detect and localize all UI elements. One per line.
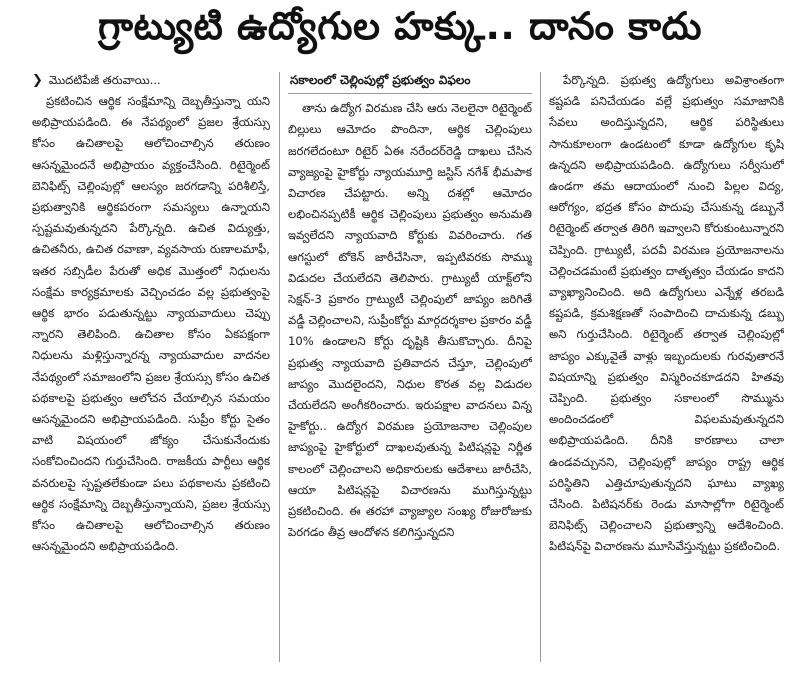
section-subheading: సకాలంలో చెల్లింపుల్లో ప్రభుత్వం విఫలం (288, 70, 532, 94)
article-column-1 (32, 70, 270, 670)
column-1-body: ప్రకటించిన ఆర్థిక సంక్షేమాన్ని దెబ్బతీస్తున్నా యని అభిప్రాయపడింది. ఈ నేపథ్యంలో ప్రజల శ్రేయస్సు కోసం ఉచితాలపై ఆలోచించాల్సిన తరుణం ఆసన్నమైందనే అభిప్రాయం వ్యక్తంచేసింది. రిటైర్మెంట్ బెనిఫిట్స్ చెల్లింపుల్లో ఆలస్యం జరగడాన్ని పరిశీలిస్తే, ప్రభుత్వానికి ఆర్థికపరంగా సమస్యలు ఉన్నాయని స్పష్టమవుతున్నదని పేర్కొన్నది. ఉచిత విద్యుత్తు, ఉచితనీరు, ఉచిత రవాణా, వ్యవసాయ రుణాలమాఫీ, ఇతర సబ్సిడీల పేరుతో అధిక మొత్తంలో నిధులను సంక్షేమ కార్యక్రమాలకు వెచ్చించడం వల్ల ప్రభుత్వంపై ఆర్థిక భారం పడుతున్నట్టు న్యాయవాదులు చెప్పు న్నారని తెలిపింది. ఉచితాల కోసం ఏకపక్షంగా నిధులను మళ్లిస్తున్నారన్న న్యాయవాదుల వాదనల నేపథ్యంలో సమాజంలోని ప్రజల శ్రేయస్సు కోసం ఉచిత పథకాలపై ప్రభుత్వం ఆలోచన చేయాల్సిన సమయం ఆసన్నమైందని అభిప్రాయపడింది. సుప్రీం కోర్టు సైతం వాటి విషయంలో జోక్యం చేసుకునేందుకు సంకోచించిందని గుర్తుచేసింది. రాజకీయ పార్టీలు ఆర్థిక వనరులపై స్పష్టతలేకుండా పలు పథకాలను ప్రకటించి ఆర్థిక సంక్షేమాన్ని దెబ్బతీస్తున్నాయని, ప్రజల శ్రేయస్సు కోసం ఉచితాలపై ఆలోచించాల్సిన తరుణం ఆసన్నమైందని అభిప్రాయపడింది. (32, 94, 270, 554)
article-column-3 (549, 70, 784, 670)
continuation-kicker (32, 70, 270, 91)
column-3-body: పేర్కొన్నది. ప్రభుత్వ ఉద్యోగులు అవిశ్రాంతంగా కష్టపడి పనిచేయడం వల్లే ప్రభుత్వం సమాజానికి సేవలు అందిస్తున్నదని, ఆర్థిక పరిస్థితులు సానుకూలంగా ఉండటంలో కూడా ఉద్యోగుల కృషి ఉన్నదని అభిప్రాయపడింది. ఉద్యోగులు సర్వీసులో ఉండగా తమ ఆదాయంలో నుంచి పిల్లల విద్య, ఆరోగ్యం, భద్రత కోసం పొదుపు చేసుకున్న డబ్బునే రిటైర్మెంట్ తర్వాత తిరిగి ఇవ్వాలని కోరుకుంటున్నారని చెప్పింది. గ్రాట్యుటీ, పదవీ విరమణ ప్రయోజనాలను చెల్లించడమంటే ప్రభుత్వం దాతృత్వం చేయడం కాదని వ్యాఖ్యానించింది. అది ఉద్యోగులు ఎన్నేళ్ల తరబడి కష్టపడి, క్రమశిక్షణతో సంపాదించి దాచుకున్న డబ్బు అని గుర్తుచేసింది. రిటైర్మెంట్ తర్వాత చెల్లింపుల్లో జాప్యం ఎక్కువైతే వాళ్లు ఇబ్బందులకు గురవుతారనే విషయాన్ని ప్రభుత్వం విస్మరించకూడదని హితవు చెప్పింది. ప్రభుత్వం సకాలంలో సొమ్మును అందించడంలో విఫలమవుతున్నదని అభిప్రాయపడింది. దీనికి కారణాలు చాలా ఉండవచ్చునని, చెల్లింపుల్లో జాప్యం రాష్ట్ర ఆర్థిక పరిస్థితిని ఎత్తిచూపుతున్నదని ఘాటు వ్యాఖ్య చేసింది. పిటిషనర్‌కు రెండు మాసాల్లోగా రిటైర్మెంట్ బెనిఫిట్స్ చెల్లించాలని ప్రభుత్వాన్ని ఆదేశించింది. పిటిషన్‌పై విచారణను మూసివేస్తున్నట్టు ప్రకటించింది. (549, 73, 784, 554)
chevron-right-icon: ❯ (32, 72, 43, 88)
column-divider-2 (540, 72, 541, 662)
headline: గ్రాట్యుటి ఉద్యోగుల హక్కు.. దానం కాదు (98, 4, 702, 48)
kicker-label: మొదటిపేజీ తరువాయి... (48, 72, 161, 87)
article-column-2 (288, 70, 532, 670)
column-2-body: తాను ఉద్యోగ విరమణ చేసి ఆరు నెలలైనా రిటైర్మెంట్ బిల్లులు ఆమోదం పొందినా, ఆర్థిక చెల్లింపులు జరగలేదంటూ రిటైర్ ఏఈ నరేందర్‌రెడ్డి దాఖలు చేసిన వ్యాజ్యంపై హైకోర్టు న్యాయమూర్తి జస్టిస్ నగేశ్ భీమపాక విచారణ చేపట్టారు. అన్ని దశల్లో ఆమోదం లభించినప్పటికీ ఆర్థిక చెల్లింపులు ప్రభుత్వం అనుమతి ఇవ్వలేదని న్యాయవాది కోర్టుకు వివరించారు. గత ఆగస్టులో టోకెన్ జారీచేసినా, ఇప్పటివరకు సొమ్ము విడుదల చేయలేదని తెలిపారు. గ్రాట్యుటీ యాక్ట్‌లోని సెక్షన్-3 ప్రకారం గ్రాట్యుటీ చెల్లింపులో జాప్యం జరిగితే వడ్డీ చెల్లించాలని, సుప్రీంకోర్టు మార్గదర్శకాల ప్రకారం వడ్డీ 10% ఉండాలని కోర్టు దృష్టికి తీసుకొచ్చారు. దీనిపై ప్రభుత్వ న్యాయవాది ప్రతివాదన చేస్తూ, చెల్లింపులో జాప్యం మొదలైందని, నిధుల కొరత వల్ల విడుదల చేయలేదని అంగీకరించారు. ఇరుపక్షాల వాదనలు విన్న హైకోర్టు.. ఉద్యోగ విరమణ ప్రయోజనాల చెల్లింపుల జాప్యంపై హైకోర్టులో దాఖలవుతున్న పిటిషన్లపై నిర్ణీత కాలంలో చెల్లించాలని అధికారులకు ఆదేశాలు జారీచేసి, ఆయా పిటిషన్లపై విచారణను ముగిస్తున్నట్టు ప్రకటించింది. ఈ తరహా వ్యాజ్యాల సంఖ్య రోజురోజుకు పెరగడం తీవ్ర ఆందోళన కలిగిస్తున్నదని (288, 101, 532, 540)
column-divider-1 (279, 72, 280, 662)
